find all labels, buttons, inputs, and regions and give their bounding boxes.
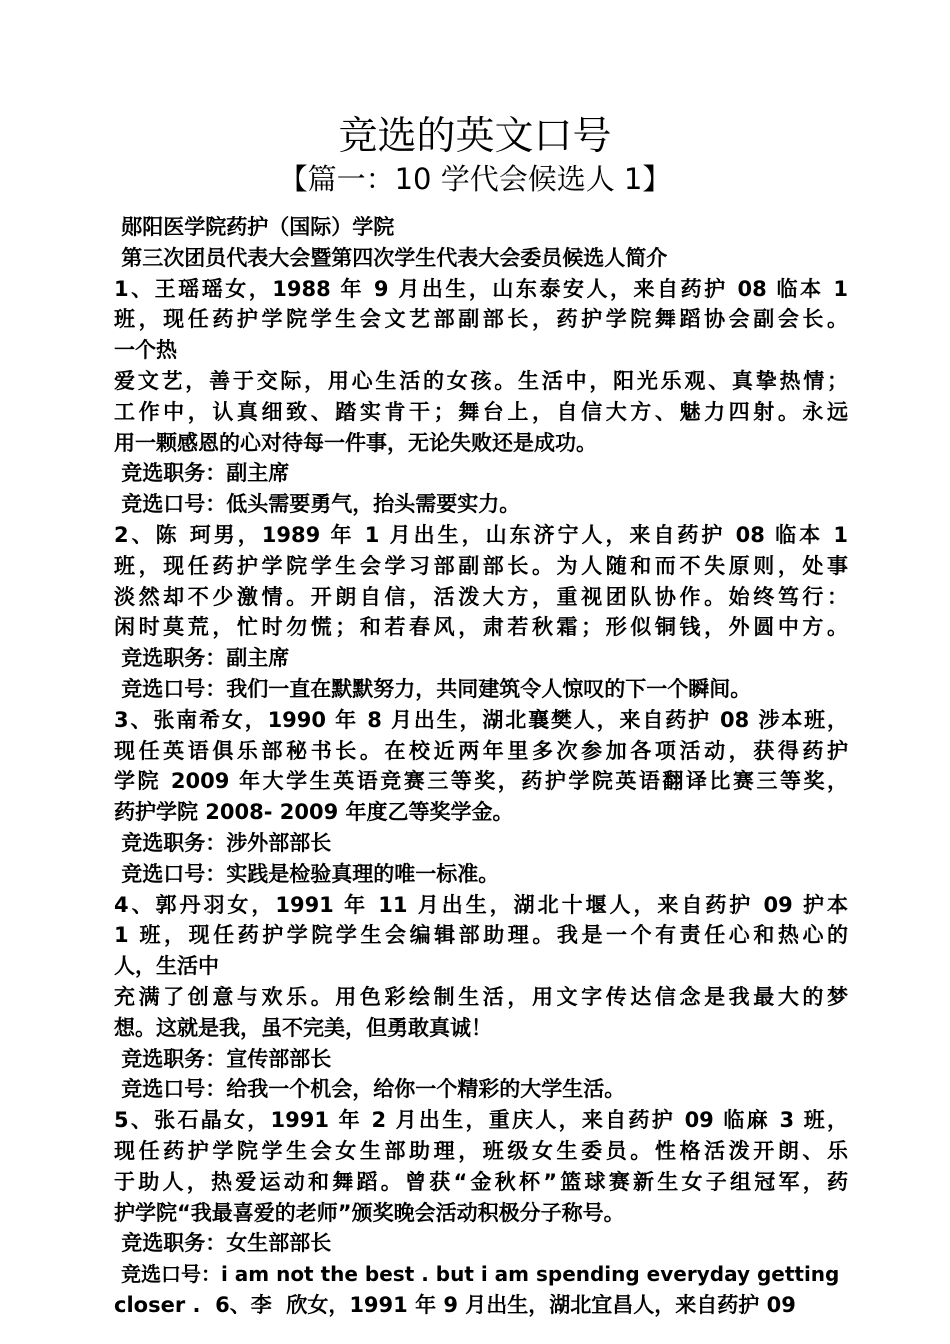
text-line: 现任英语俱乐部秘书长。在校近两年里多次参加各项活动，获得药护 [114, 738, 848, 763]
text-line: 3、张南希女，1990 年 8 月出生，湖北襄樊人，来自药护 08 涉本班， [114, 707, 848, 732]
text-line: 于助人，热爱运动和舞蹈。曾获“金秋杯”篮球赛新生女子组冠军，药 [114, 1169, 848, 1194]
text-line: 药护学院 2008- 2009 年度乙等奖学金。 [114, 800, 514, 825]
text-line: 闲时莫荒，忙时勿慌；和若春风，肃若秋霜；形似铜钱，外圆中方。 [114, 615, 848, 640]
text-line: 淡然却不少激情。开朗自信，活泼大方，重视团队协作。始终笃行： [114, 584, 848, 609]
text-line: 班，现任药护学院学生会学习部副部长。为人随和而不失原则，处事 [114, 553, 848, 578]
text-line: 竞选口号：低头需要勇气，抬头需要实力。 [114, 492, 521, 517]
document-title: 竞选的英文口号 [338, 114, 612, 159]
document-subtitle: 【篇一：10 学代会候选人 1】 [278, 162, 672, 196]
text-line: 爱文艺，善于交际，用心生活的女孩。生活中，阳光乐观、真挚热情； [114, 368, 848, 393]
text-line: 竞选口号：我们一直在默默努力，共同建筑令人惊叹的下一个瞬间。 [114, 676, 752, 701]
text-line: 护学院“我最喜爱的老师”颁奖晚会活动积极分子称号。 [114, 1200, 625, 1225]
text-line: 竞选职务：女生部部长 [114, 1231, 332, 1256]
text-line: 竞选口号：给我一个机会，给你一个精彩的大学生活。 [114, 1077, 626, 1102]
text-line: 4、郭丹羽女，1991 年 11 月出生，湖北十堰人，来自药护 09 护本 [114, 892, 848, 917]
text-line: 竞选口号：实践是检验真理的唯一标准。 [114, 861, 500, 886]
text-line: 学院 2009 年大学生英语竞赛三等奖，药护学院英语翻译比赛三等奖， [114, 769, 848, 794]
text-line: 竞选职务：副主席 [114, 646, 290, 671]
text-line: 工作中，认真细致、踏实肯干；舞台上，自信大方、魅力四射。永远 [114, 399, 848, 424]
text-line: 竞选职务：涉外部部长 [114, 830, 332, 855]
text-line: 竞选职务：副主席 [114, 461, 290, 486]
text-line: 第三次团员代表大会暨第四次学生代表大会委员候选人简介 [114, 245, 668, 270]
text-line: 人，生活中 [114, 954, 219, 979]
text-line: 一个热 [114, 338, 177, 363]
text-line: 1 班，现任药护学院学生会编辑部助理。我是一个有责任心和热心的 [114, 923, 848, 948]
text-line: 竞选口号：i am not the best . but i am spending everyday getting [114, 1262, 840, 1287]
text-line: 班，现任药护学院学生会文艺部副部长，药护学院舞蹈协会副会长。 [114, 307, 848, 332]
text-line: 想。这就是我，虽不完美，但勇敢真诚！ [114, 1015, 492, 1040]
text-line: 用一颗感恩的心对待每一件事，无论失败还是成功。 [114, 430, 597, 455]
document-body [114, 212, 848, 1321]
text-line: closer . 6、李 欣女，1991 年 9 月出生，湖北宜昌人，来自药护 09 [114, 1292, 796, 1317]
text-line: 郧阳医学院药护（国际）学院 [114, 215, 395, 239]
text-line: 竞选职务：宣传部部长 [114, 1046, 332, 1071]
text-line: 5、张石晶女，1991 年 2 月出生，重庆人，来自药护 09 临麻 3 班， [114, 1108, 848, 1133]
text-line: 现任药护学院学生会女生部助理，班级女生委员。性格活泼开朗、乐 [114, 1138, 848, 1163]
text-line: 2、陈 珂男，1989 年 1 月出生，山东济宁人，来自药护 08 临本 1 [114, 522, 848, 547]
text-line: 充满了创意与欢乐。用色彩绘制生活，用文字传达信念是我最大的梦 [114, 984, 848, 1009]
text-line: 1、王瑶瑶女，1988 年 9 月出生，山东泰安人，来自药护 08 临本 1 [114, 276, 848, 301]
